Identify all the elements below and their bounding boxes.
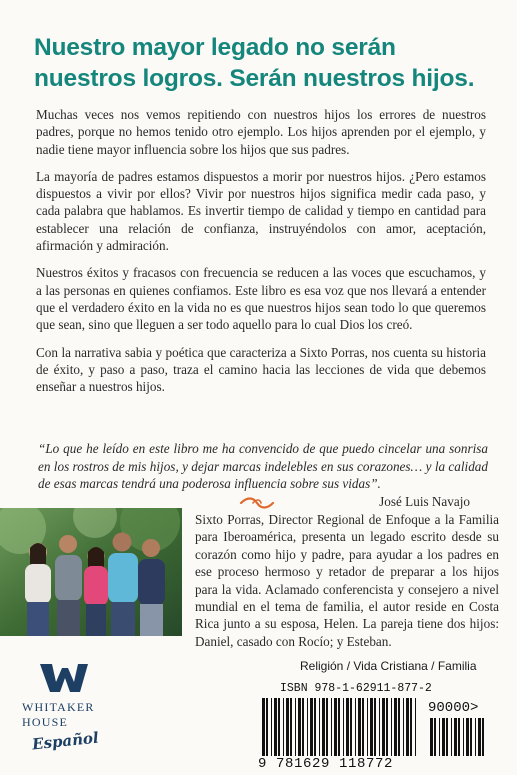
synopsis bbox=[36, 106, 486, 405]
paragraph-4: Con la narrativa sabia y poética que caracteriza a Sixto Porras, nos cuenta su historia de éxito, y paso a paso, traza el camino hacia las lecciones de vida que debemos enseñar a nuestros hijos. bbox=[36, 344, 486, 395]
publisher-w-mark-icon bbox=[38, 660, 90, 696]
publisher-logo bbox=[22, 660, 132, 770]
book-category: Religión / Vida Cristiana / Familia bbox=[300, 659, 477, 673]
headline-line-1: Nuestro mayor legado no serán bbox=[34, 34, 396, 61]
back-cover-headline bbox=[34, 32, 504, 94]
author-bio: Sixto Porras, Director Regional de Enfoque a la Familia para Iberoamérica, presenta un legado escrito desde su corazón como hijo y padre, para ayudar a los padres en ese proceso hermoso y retador de preparar a los hijos para la vida. Aclamado conferencista y consejero a nivel mundial en el tema de familia, el autor reside en Costa Rica junto a su esposa, Helen. La pareja tiene dos hijos: Daniel, casado con Rocío; y Esteban. bbox=[195, 512, 499, 649]
paragraph-3: Nuestros éxitos y fracasos con frecuencia se reducen a las voces que escuchamos, y a las personas en quienes confiamos. Este libro es esa voz que nos llevará a entender que el verdadero éxito en la vida no es que nuestros hijos sean todo lo que queremos que sean, sino que lleguen a ser todo aquello para lo cual Dios los creó. bbox=[36, 265, 486, 333]
barcode-block bbox=[252, 682, 508, 772]
publisher-imprint: Español bbox=[31, 728, 100, 754]
quote-text: “Lo que he leído en este libro me ha convencido de que puedo cincelar una sonrisa en los rostros de mis hijos, y dejar marcas indelebles en sus corazones… y la calidad de esas marcas tendrá una poderosa influencia sobre sus vidas”. bbox=[38, 441, 488, 491]
isbn-label: ISBN 978-1-62911-877-2 bbox=[280, 682, 432, 695]
quote-author: José Luis Navajo bbox=[379, 493, 470, 509]
paragraph-1: Muchas veces nos vemos repitiendo con nuestros hijos los errores de nuestros padres, porque no hemos tenido otro ejemplo. Los hijos aprenden por el ejemplo, y nadie tiene mayor influencia sobre los hijos que sus padres. bbox=[36, 107, 486, 157]
paragraph-2: La mayoría de padres estamos dispuestos a morir por nuestros hijos. ¿Pero estamos dispuestos a vivir por ellos? Vivir por nuestros hijos significa medir cada paso, y cada palabra que hablamos. Es invertir tiempo de calidad y tiempo en cantidad para establecer una relación de confianza, instruyéndolos con amor, aceptación, afirmación y admiración. bbox=[36, 168, 486, 254]
author-family-photo bbox=[0, 508, 182, 636]
price-code: 90000> bbox=[428, 700, 479, 716]
ean-barcode bbox=[260, 698, 420, 756]
publisher-name-line-1: WHITAKER bbox=[22, 700, 95, 714]
headline-line-2: nuestros logros. Serán nuestros hijos. bbox=[34, 65, 475, 92]
ornament-icon bbox=[239, 496, 275, 510]
ean-digits: 9 781629 118772 bbox=[258, 756, 394, 772]
price-barcode bbox=[428, 718, 486, 756]
publisher-name-line-2: HOUSE bbox=[22, 715, 69, 729]
